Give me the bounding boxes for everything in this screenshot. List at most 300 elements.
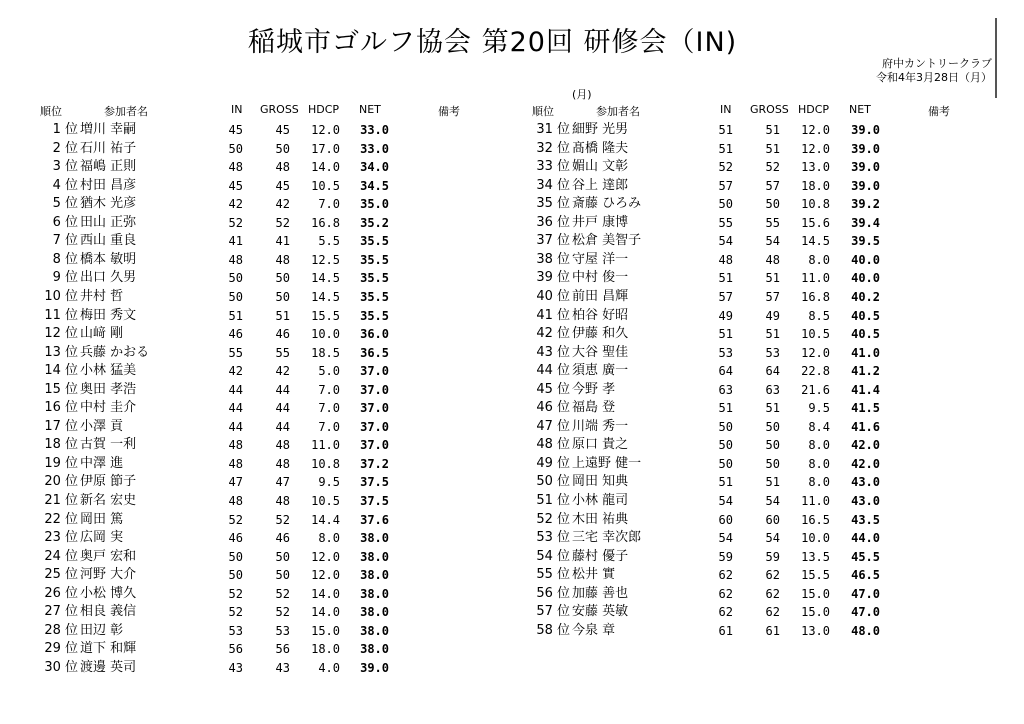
gross-score-cell: 43	[275, 660, 290, 675]
name-cell: 岡田 篤	[80, 511, 124, 527]
name-cell: 原口 貴之	[572, 437, 629, 453]
hdcp-cell: 7.0	[318, 382, 340, 397]
gross-score-cell: 51	[765, 475, 780, 490]
header-hdcp-right: HDCP	[798, 103, 830, 116]
table-row	[0, 585, 1024, 603]
gross-score-cell: 48	[275, 438, 290, 453]
rank-cell: 12 位	[44, 326, 78, 342]
net-score-cell: 35.5	[360, 252, 389, 267]
net-score-cell: 35.5	[360, 234, 389, 249]
gross-score-cell: 45	[275, 123, 290, 137]
header-in-right: IN	[720, 103, 732, 116]
name-cell: 相良 義信	[80, 604, 137, 620]
gross-score-cell: 50	[765, 438, 780, 453]
gross-score-cell: 44	[275, 419, 290, 434]
in-score-cell: 42	[228, 364, 243, 379]
hdcp-cell: 14.4	[311, 512, 340, 527]
table-row	[0, 325, 1024, 343]
gross-score-cell: 51	[275, 308, 290, 323]
rank-cell: 32 位	[536, 140, 570, 156]
name-cell: 小松 博久	[80, 585, 137, 601]
in-score-cell: 62	[718, 568, 733, 583]
gross-score-cell: 44	[275, 382, 290, 397]
name-cell: 山﨑 剛	[80, 326, 124, 342]
in-score-cell: 48	[228, 438, 243, 453]
net-score-cell: 37.0	[360, 382, 389, 397]
gross-score-cell: 51	[765, 271, 780, 286]
hdcp-cell: 15.5	[801, 568, 830, 583]
in-score-cell: 46	[228, 531, 243, 546]
net-score-cell: 41.0	[851, 345, 880, 360]
rank-cell: 1 位	[52, 122, 78, 137]
name-cell: 小林 龍司	[572, 493, 629, 508]
gross-score-cell: 52	[275, 512, 290, 527]
net-score-cell: 39.2	[851, 197, 880, 212]
page-title: 稲城市ゴルフ協会 第20回 研修会（IN)	[248, 27, 738, 58]
rank-cell: 4 位	[52, 177, 78, 193]
gross-score-cell: 50	[275, 271, 290, 286]
in-score-cell: 62	[718, 605, 733, 620]
hdcp-cell: 8.0	[808, 438, 830, 453]
rank-cell: 6 位	[52, 214, 78, 230]
hdcp-cell: 8.0	[318, 531, 340, 546]
net-score-cell: 39.0	[851, 123, 880, 137]
rank-cell: 31 位	[536, 122, 570, 137]
name-cell: 藤村 優子	[572, 548, 629, 564]
net-score-cell: 35.0	[360, 197, 389, 212]
gross-score-cell: 50	[765, 419, 780, 434]
table-row	[0, 158, 1024, 176]
in-score-cell: 43	[228, 660, 243, 675]
header-name-left: 参加者名	[104, 105, 148, 118]
rank-cell: 33 位	[536, 159, 570, 175]
net-score-cell: 40.5	[851, 308, 880, 323]
net-score-cell: 37.0	[360, 438, 389, 453]
name-cell: 岡田 知典	[572, 474, 629, 490]
table-row	[0, 232, 1024, 250]
net-score-cell: 40.2	[851, 289, 880, 304]
in-score-cell: 52	[228, 512, 243, 527]
net-score-cell: 36.5	[360, 345, 389, 360]
hdcp-cell: 17.0	[311, 141, 340, 156]
hdcp-cell: 5.0	[318, 364, 340, 379]
rank-cell: 26 位	[44, 585, 78, 601]
net-score-cell: 36.0	[360, 327, 389, 342]
gross-score-cell: 57	[765, 178, 780, 193]
in-score-cell: 48	[228, 252, 243, 267]
in-score-cell: 50	[228, 141, 243, 156]
in-score-cell: 47	[228, 475, 243, 490]
gross-score-cell: 52	[275, 586, 290, 601]
name-cell: 小澤 貢	[80, 418, 124, 434]
gross-score-cell: 51	[765, 123, 780, 137]
name-cell: 奥戸 宏和	[80, 548, 137, 564]
name-cell: 木田 祐典	[572, 511, 629, 527]
rank-cell: 10 位	[44, 288, 78, 304]
rank-cell: 45 位	[536, 381, 570, 397]
in-score-cell: 48	[228, 160, 243, 175]
net-score-cell: 38.0	[360, 586, 389, 601]
net-score-cell: 38.0	[360, 568, 389, 583]
name-cell: 三宅 幸次郎	[572, 530, 642, 546]
in-score-cell: 53	[718, 345, 733, 360]
gross-score-cell: 48	[765, 252, 780, 267]
net-score-cell: 43.0	[851, 475, 880, 490]
margin-divider	[995, 18, 997, 98]
gross-score-cell: 50	[765, 456, 780, 471]
rank-cell: 42 位	[536, 326, 570, 342]
hdcp-cell: 8.4	[808, 419, 830, 434]
table-row	[0, 473, 1024, 491]
in-score-cell: 46	[228, 327, 243, 342]
rank-cell: 11 位	[44, 307, 78, 323]
table-row	[0, 436, 1024, 454]
in-score-cell: 48	[228, 494, 243, 508]
in-score-cell: 50	[228, 549, 243, 564]
in-score-cell: 51	[718, 123, 733, 137]
table-row	[0, 455, 1024, 473]
hdcp-cell: 10.5	[801, 327, 830, 342]
hdcp-cell: 12.0	[801, 141, 830, 156]
hdcp-cell: 18.0	[311, 642, 340, 657]
rank-cell: 34 位	[536, 177, 570, 193]
hdcp-cell: 8.0	[808, 475, 830, 490]
hdcp-cell: 18.5	[311, 345, 340, 360]
rank-cell: 14 位	[44, 363, 78, 379]
gross-score-cell: 63	[765, 382, 780, 397]
gross-score-cell: 46	[275, 327, 290, 342]
in-score-cell: 54	[718, 234, 733, 249]
hdcp-cell: 9.5	[808, 401, 830, 416]
name-cell: 守屋 洋一	[572, 251, 629, 267]
name-cell: 大谷 聖佳	[572, 344, 629, 360]
in-score-cell: 55	[718, 215, 733, 230]
in-score-cell: 44	[228, 382, 243, 397]
name-cell: 安藤 英敏	[572, 604, 629, 620]
hdcp-cell: 16.5	[801, 512, 830, 527]
table-row	[0, 251, 1024, 269]
table-row	[0, 622, 1024, 640]
rank-cell: 18 位	[44, 437, 78, 453]
net-score-cell: 34.0	[360, 160, 389, 175]
hdcp-cell: 15.0	[801, 586, 830, 601]
net-score-cell: 37.2	[360, 456, 389, 471]
hdcp-cell: 14.0	[311, 605, 340, 620]
table-row	[0, 640, 1024, 658]
net-score-cell: 37.0	[360, 401, 389, 416]
hdcp-cell: 10.8	[311, 456, 340, 471]
rank-cell: 53 位	[536, 530, 570, 546]
gross-score-cell: 47	[275, 475, 290, 490]
rank-cell: 28 位	[44, 622, 78, 638]
net-score-cell: 38.0	[360, 605, 389, 620]
table-row	[0, 177, 1024, 195]
net-score-cell: 48.0	[851, 623, 880, 638]
hdcp-cell: 14.5	[311, 271, 340, 286]
in-score-cell: 48	[228, 456, 243, 471]
net-score-cell: 39.0	[851, 160, 880, 175]
net-score-cell: 35.2	[360, 215, 389, 230]
rank-cell: 25 位	[44, 567, 78, 583]
in-score-cell: 51	[228, 308, 243, 323]
hdcp-cell: 12.0	[311, 549, 340, 564]
name-cell: 井戸 康博	[572, 214, 629, 230]
net-score-cell: 37.5	[360, 494, 389, 508]
gross-score-cell: 52	[275, 215, 290, 230]
in-score-cell: 50	[228, 568, 243, 583]
name-cell: 小林 猛美	[80, 363, 137, 379]
net-score-cell: 39.0	[851, 178, 880, 193]
in-score-cell: 63	[718, 382, 733, 397]
rank-cell: 20 位	[44, 474, 78, 490]
rank-cell: 35 位	[536, 196, 570, 212]
in-score-cell: 50	[718, 419, 733, 434]
net-score-cell: 41.6	[851, 419, 880, 434]
net-score-cell: 41.5	[851, 401, 880, 416]
hdcp-cell: 11.0	[311, 438, 340, 453]
rank-cell: 39 位	[536, 270, 570, 286]
rank-cell: 52 位	[536, 511, 570, 527]
hdcp-cell: 7.0	[318, 419, 340, 434]
header-net-right: NET	[849, 103, 871, 116]
gross-score-cell: 48	[275, 494, 290, 508]
gross-score-cell: 45	[275, 178, 290, 193]
in-score-cell: 62	[718, 586, 733, 601]
name-cell: 井村 哲	[80, 288, 124, 304]
rank-cell: 57 位	[536, 604, 570, 620]
net-score-cell: 42.0	[851, 438, 880, 453]
header-gross-right: GROSS	[750, 103, 789, 116]
gross-score-cell: 51	[765, 401, 780, 416]
gross-score-cell: 59	[765, 549, 780, 564]
in-score-cell: 51	[718, 141, 733, 156]
rank-cell: 15 位	[44, 381, 78, 397]
name-cell: 出口 久男	[80, 270, 137, 286]
name-cell: 梅田 秀文	[80, 307, 137, 323]
gross-score-cell: 53	[275, 623, 290, 638]
hdcp-cell: 12.0	[311, 568, 340, 583]
name-cell: 村田 昌彦	[80, 177, 137, 193]
gross-score-cell: 50	[765, 197, 780, 212]
gross-score-cell: 50	[275, 141, 290, 156]
hdcp-cell: 15.6	[801, 215, 830, 230]
rank-cell: 50 位	[536, 474, 570, 490]
net-score-cell: 33.0	[360, 123, 389, 137]
table-row	[0, 269, 1024, 287]
in-score-cell: 54	[718, 531, 733, 546]
table-row	[0, 362, 1024, 380]
gross-score-cell: 60	[765, 512, 780, 527]
rank-cell: 21 位	[44, 493, 78, 508]
rank-cell: 3 位	[52, 159, 78, 175]
rank-cell: 36 位	[536, 214, 570, 230]
in-score-cell: 60	[718, 512, 733, 527]
rank-cell: 24 位	[44, 548, 78, 564]
net-score-cell: 35.5	[360, 308, 389, 323]
rank-cell: 58 位	[536, 622, 570, 638]
table-row	[0, 418, 1024, 436]
gross-score-cell: 49	[765, 308, 780, 323]
hdcp-cell: 18.0	[801, 178, 830, 193]
table-row	[0, 511, 1024, 529]
in-score-cell: 45	[228, 178, 243, 193]
net-score-cell: 47.0	[851, 586, 880, 601]
hdcp-cell: 21.6	[801, 382, 830, 397]
in-score-cell: 50	[718, 438, 733, 453]
hdcp-cell: 10.5	[311, 494, 340, 508]
gross-score-cell: 48	[275, 252, 290, 267]
name-cell: 須恵 廣一	[572, 363, 629, 379]
event-date: 令和4年3月28日（月）	[876, 71, 992, 84]
hdcp-cell: 11.0	[801, 271, 830, 286]
table-row	[0, 288, 1024, 306]
in-score-cell: 44	[228, 401, 243, 416]
rank-cell: 48 位	[536, 437, 570, 453]
rank-cell: 46 位	[536, 400, 570, 416]
name-cell: 加藤 善也	[572, 585, 629, 601]
name-cell: 媚山 文彰	[572, 159, 629, 175]
gross-score-cell: 62	[765, 586, 780, 601]
name-cell: 斎藤 ひろみ	[572, 196, 642, 212]
table-row	[0, 121, 1024, 139]
in-score-cell: 64	[718, 364, 733, 379]
gross-score-cell: 50	[275, 289, 290, 304]
rank-cell: 43 位	[536, 344, 570, 360]
gross-score-cell: 50	[275, 549, 290, 564]
table-row	[0, 659, 1024, 677]
in-score-cell: 51	[718, 401, 733, 416]
net-score-cell: 47.0	[851, 605, 880, 620]
name-cell: 橋本 敏明	[80, 251, 137, 267]
name-cell: 新名 宏史	[80, 493, 137, 508]
in-score-cell: 56	[228, 642, 243, 657]
hdcp-cell: 16.8	[801, 289, 830, 304]
name-cell: 細野 光男	[572, 122, 629, 137]
gross-score-cell: 54	[765, 494, 780, 508]
hdcp-cell: 14.5	[311, 289, 340, 304]
hdcp-cell: 15.0	[801, 605, 830, 620]
header-gross-left: GROSS	[260, 103, 299, 116]
net-score-cell: 37.0	[360, 419, 389, 434]
in-score-cell: 50	[718, 197, 733, 212]
net-score-cell: 41.4	[851, 382, 880, 397]
rank-cell: 7 位	[52, 233, 78, 249]
header-net-left: NET	[359, 103, 381, 116]
hdcp-cell: 12.0	[801, 123, 830, 137]
venue-block	[876, 57, 992, 85]
gross-score-cell: 52	[275, 605, 290, 620]
name-cell: 道下 和輝	[80, 641, 137, 657]
net-score-cell: 41.2	[851, 364, 880, 379]
rank-cell: 49 位	[536, 455, 570, 471]
in-score-cell: 48	[718, 252, 733, 267]
header-name-right: 参加者名	[596, 105, 640, 118]
name-cell: 髙橋 隆夫	[572, 140, 629, 156]
in-score-cell: 50	[228, 289, 243, 304]
hdcp-cell: 8.0	[808, 456, 830, 471]
gross-score-cell: 48	[275, 160, 290, 175]
gross-score-cell: 42	[275, 364, 290, 379]
in-score-cell: 41	[228, 234, 243, 249]
rank-cell: 44 位	[536, 363, 570, 379]
rank-cell: 54 位	[536, 548, 570, 564]
hdcp-cell: 13.0	[801, 623, 830, 638]
name-cell: 松倉 美智子	[572, 233, 642, 249]
in-score-cell: 45	[228, 123, 243, 137]
name-cell: 石川 祐子	[80, 140, 137, 156]
header-in-left: IN	[231, 103, 243, 116]
in-score-cell: 54	[718, 494, 733, 508]
rank-cell: 38 位	[536, 251, 570, 267]
hdcp-cell: 7.0	[318, 197, 340, 212]
in-score-cell: 50	[228, 271, 243, 286]
in-score-cell: 42	[228, 197, 243, 212]
name-cell: 伊原 節子	[80, 474, 137, 490]
name-cell: 増川 幸嗣	[80, 122, 137, 137]
name-cell: 田山 正弥	[80, 214, 137, 230]
name-cell: 河野 大介	[80, 567, 137, 583]
gross-score-cell: 56	[275, 642, 290, 657]
name-cell: 上遠野 健一	[572, 455, 642, 471]
net-score-cell: 37.6	[360, 512, 389, 527]
net-score-cell: 40.5	[851, 327, 880, 342]
gross-score-cell: 61	[765, 623, 780, 638]
net-score-cell: 37.0	[360, 364, 389, 379]
rank-cell: 29 位	[44, 641, 78, 657]
table-row	[0, 140, 1024, 158]
weekday-note: (月)	[572, 88, 592, 101]
net-score-cell: 40.0	[851, 271, 880, 286]
net-score-cell: 39.0	[360, 660, 389, 675]
gross-score-cell: 64	[765, 364, 780, 379]
gross-score-cell: 55	[765, 215, 780, 230]
in-score-cell: 52	[228, 605, 243, 620]
gross-score-cell: 62	[765, 605, 780, 620]
net-score-cell: 39.0	[851, 141, 880, 156]
table-row	[0, 529, 1024, 547]
header-rank-left: 順位	[40, 105, 62, 118]
gross-score-cell: 41	[275, 234, 290, 249]
net-score-cell: 38.0	[360, 623, 389, 638]
net-score-cell: 44.0	[851, 531, 880, 546]
rank-cell: 2 位	[52, 140, 78, 156]
in-score-cell: 51	[718, 475, 733, 490]
in-score-cell: 51	[718, 327, 733, 342]
gross-score-cell: 54	[765, 531, 780, 546]
net-score-cell: 37.5	[360, 475, 389, 490]
hdcp-cell: 22.8	[801, 364, 830, 379]
header-remarks-left: 備考	[438, 105, 460, 118]
net-score-cell: 38.0	[360, 531, 389, 546]
rank-cell: 9 位	[52, 270, 78, 286]
name-cell: 西山 重良	[80, 233, 137, 249]
gross-score-cell: 48	[275, 456, 290, 471]
rank-cell: 40 位	[536, 288, 570, 304]
name-cell: 古賀 一利	[80, 437, 137, 453]
in-score-cell: 44	[228, 419, 243, 434]
net-score-cell: 39.4	[851, 215, 880, 230]
gross-score-cell: 46	[275, 531, 290, 546]
table-row	[0, 548, 1024, 566]
gross-score-cell: 44	[275, 401, 290, 416]
header-hdcp-left: HDCP	[308, 103, 340, 116]
net-score-cell: 34.5	[360, 178, 389, 193]
name-cell: 福島 登	[572, 400, 616, 416]
rank-cell: 30 位	[44, 659, 78, 675]
hdcp-cell: 12.5	[311, 252, 340, 267]
rank-cell: 27 位	[44, 604, 78, 620]
in-score-cell: 52	[228, 215, 243, 230]
